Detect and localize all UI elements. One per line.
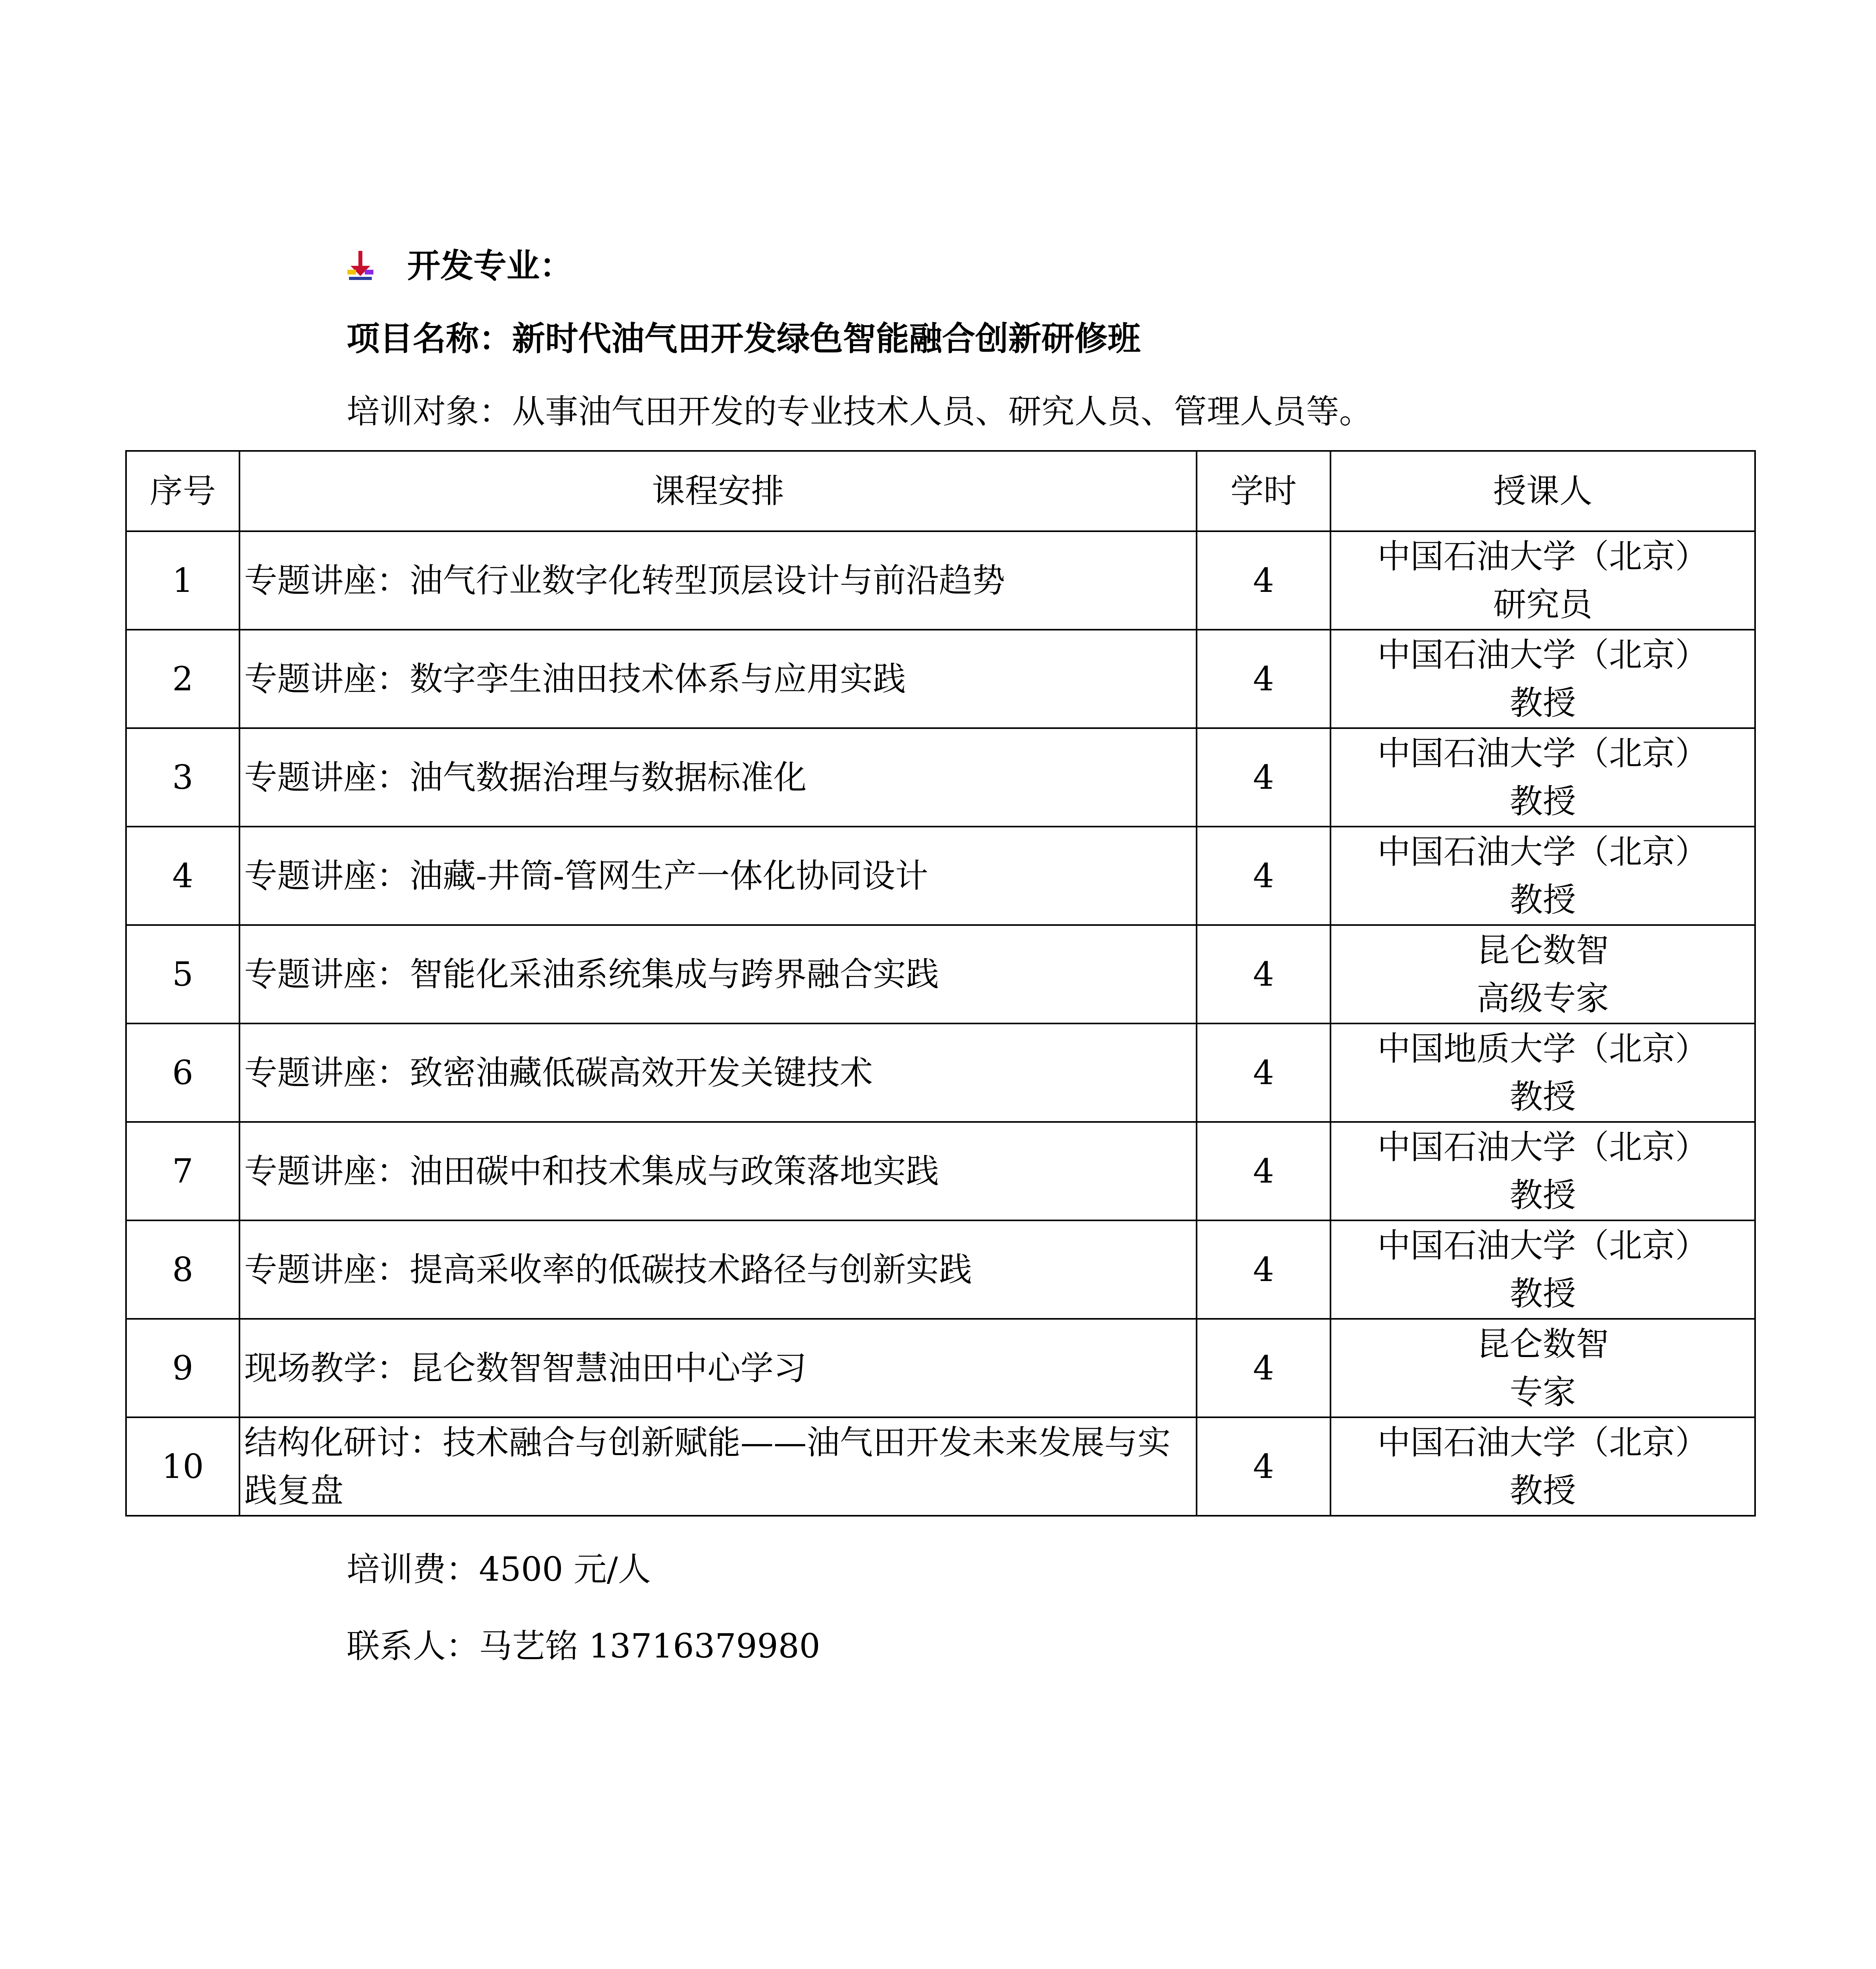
lecturer-org: 昆仑数智 <box>1476 931 1609 970</box>
lecturer-org: 中国石油大学（北京） <box>1377 537 1708 576</box>
row-course: 专题讲座：油气行业数字化转型顶层设计与前沿趋势 <box>239 531 1197 630</box>
row-course: 专题讲座：油藏-井筒-管网生产一体化协同设计 <box>239 827 1197 925</box>
lecturer-title: 研究员 <box>1493 585 1592 624</box>
lecturer-org: 中国石油大学（北京） <box>1377 1423 1708 1462</box>
row-hours: 4 <box>1197 827 1330 925</box>
lecturer-org: 中国石油大学（北京） <box>1377 1226 1708 1265</box>
row-hours: 4 <box>1197 1319 1330 1417</box>
training-fee: 培训费：4500 元/人 <box>347 1550 651 1589</box>
row-hours: 4 <box>1197 1220 1330 1319</box>
row-hours: 4 <box>1197 728 1330 827</box>
header-hours: 学时 <box>1197 451 1330 531</box>
arrow-bullet-icon <box>347 250 374 282</box>
row-hours: 4 <box>1197 1417 1330 1516</box>
row-course: 专题讲座：数字孪生油田技术体系与应用实践 <box>239 630 1197 728</box>
row-no: 8 <box>126 1220 239 1319</box>
row-no: 1 <box>126 531 239 630</box>
lecturer-org: 中国地质大学（北京） <box>1377 1029 1708 1068</box>
row-lecturer <box>1330 531 1755 630</box>
row-no: 2 <box>126 630 239 728</box>
row-course: 结构化研讨：技术融合与创新赋能——油气田开发未来发展与实践复盘 <box>239 1417 1197 1516</box>
table-row <box>126 827 1755 925</box>
contact-person: 联系人：马艺铭 13716379980 <box>347 1627 820 1665</box>
row-hours: 4 <box>1197 1023 1330 1122</box>
lecturer-title: 教授 <box>1509 1176 1576 1214</box>
row-hours: 4 <box>1197 630 1330 728</box>
row-course: 专题讲座：智能化采油系统集成与跨界融合实践 <box>239 925 1197 1023</box>
row-lecturer <box>1330 1023 1755 1122</box>
course-table <box>125 450 1756 1517</box>
lecturer-title: 教授 <box>1509 881 1576 919</box>
row-course: 专题讲座：油田碳中和技术集成与政策落地实践 <box>239 1122 1197 1220</box>
lecturer-org: 中国石油大学（北京） <box>1377 636 1708 674</box>
row-no: 4 <box>126 827 239 925</box>
table-row <box>126 1220 1755 1319</box>
table-row <box>126 630 1755 728</box>
row-lecturer <box>1330 1122 1755 1220</box>
lecturer-org: 中国石油大学（北京） <box>1377 1128 1708 1166</box>
header-course: 课程安排 <box>239 451 1197 531</box>
table-row <box>126 925 1755 1023</box>
table-header-row <box>126 451 1755 531</box>
lecturer-title: 教授 <box>1509 684 1576 722</box>
row-lecturer <box>1330 1319 1755 1417</box>
table-row <box>126 1417 1755 1516</box>
row-hours: 4 <box>1197 925 1330 1023</box>
lecturer-title: 教授 <box>1509 1274 1576 1313</box>
lecturer-title: 专家 <box>1509 1373 1576 1411</box>
row-hours: 4 <box>1197 1122 1330 1220</box>
row-lecturer <box>1330 925 1755 1023</box>
lecturer-title: 教授 <box>1509 1471 1576 1510</box>
table-row <box>126 1023 1755 1122</box>
project-name: 项目名称：新时代油气田开发绿色智能融合创新研修班 <box>347 319 1141 358</box>
row-lecturer <box>1330 728 1755 827</box>
row-no: 5 <box>126 925 239 1023</box>
lecturer-org: 昆仑数智 <box>1476 1325 1609 1363</box>
table-row <box>126 1319 1755 1417</box>
row-hours: 4 <box>1197 531 1330 630</box>
row-lecturer <box>1330 630 1755 728</box>
training-target: 培训对象：从事油气田开发的专业技术人员、研究人员、管理人员等。 <box>347 392 1373 431</box>
lecturer-org: 中国石油大学（北京） <box>1377 734 1708 773</box>
header-no: 序号 <box>126 451 239 531</box>
lecturer-org: 中国石油大学（北京） <box>1377 832 1708 871</box>
row-no: 10 <box>126 1417 239 1516</box>
table-row <box>126 1122 1755 1220</box>
row-no: 9 <box>126 1319 239 1417</box>
row-course: 专题讲座：致密油藏低碳高效开发关键技术 <box>239 1023 1197 1122</box>
lecturer-title: 教授 <box>1509 782 1576 821</box>
row-course: 现场教学：昆仑数智智慧油田中心学习 <box>239 1319 1197 1417</box>
row-lecturer <box>1330 827 1755 925</box>
row-no: 3 <box>126 728 239 827</box>
section-title: 开发专业： <box>407 246 573 285</box>
row-course: 专题讲座：提高采收率的低碳技术路径与创新实践 <box>239 1220 1197 1319</box>
row-course: 专题讲座：油气数据治理与数据标准化 <box>239 728 1197 827</box>
table-row <box>126 728 1755 827</box>
lecturer-title: 教授 <box>1509 1077 1576 1116</box>
header-lecturer: 授课人 <box>1330 451 1755 531</box>
table-row <box>126 531 1755 630</box>
lecturer-title: 高级专家 <box>1476 979 1609 1018</box>
row-lecturer <box>1330 1417 1755 1516</box>
row-lecturer <box>1330 1220 1755 1319</box>
section-heading <box>347 246 573 286</box>
row-no: 6 <box>126 1023 239 1122</box>
row-no: 7 <box>126 1122 239 1220</box>
